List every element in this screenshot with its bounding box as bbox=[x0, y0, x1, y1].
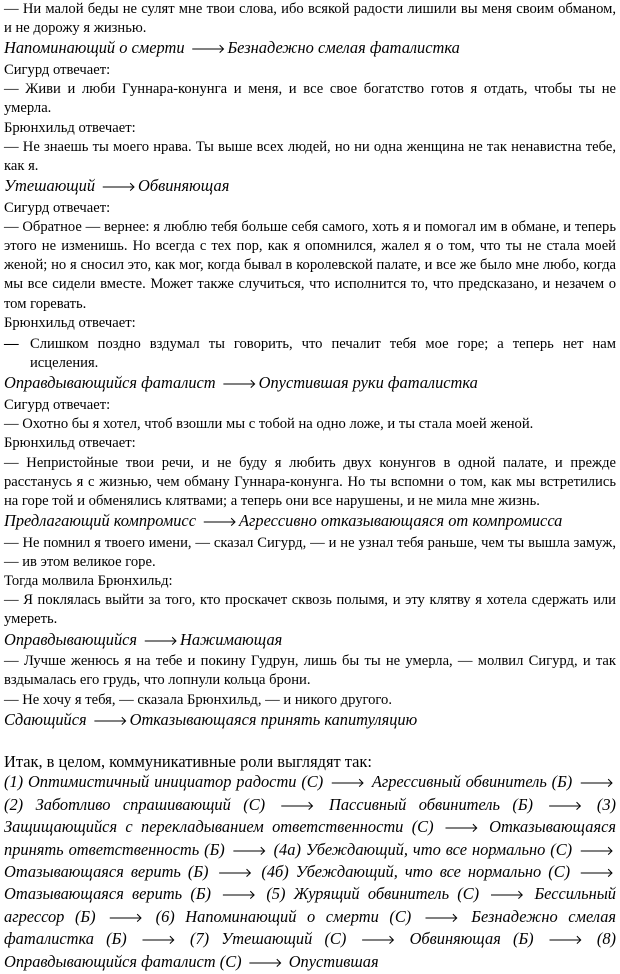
arrow-right-icon: 🡒 bbox=[92, 713, 128, 729]
role-heading bbox=[4, 373, 616, 396]
paragraph: Брюнхильд отвечает: bbox=[4, 435, 136, 452]
paragraph: — Я поклялась выйти за того, кто проскачет сквозь полымя, и эту клятву я хотела сдержать или умереть. bbox=[4, 592, 616, 628]
role-segment: Агрессивный обвинитель (Б) bbox=[371, 772, 573, 792]
arrow-right-icon: 🡒 bbox=[579, 776, 614, 792]
paragraph: — Охотно бы я хотел, чтоб взошли мы с тобой на одно ложе, и ты стала моей женой. bbox=[4, 416, 534, 433]
role-heading-left: Напоминающий о смерти bbox=[4, 38, 185, 58]
role-heading-left: Оправдывающийся bbox=[4, 629, 138, 649]
role-segment: Обвиняющая (Б) bbox=[409, 929, 534, 949]
paragraph: Брюнхильд отвечает: bbox=[4, 314, 136, 331]
arrow-right-icon: 🡒 bbox=[279, 798, 315, 814]
paragraph: Брюнхильд отвечает: bbox=[4, 119, 136, 136]
role-segment: (5) Журящий обвинитель (С) bbox=[266, 884, 480, 904]
arrow-right-icon: 🡒 bbox=[443, 821, 479, 837]
paragraph: — Ни малой беды не сулят мне твои слова, ибо всякой радости лишили вы меня своим обманом, и не дорожу я жизнью. bbox=[4, 1, 616, 37]
paragraph: Сигурд отвечает: bbox=[4, 61, 111, 78]
role-segment: (7) Утешающий (С) bbox=[189, 929, 347, 949]
arrow-right-icon: 🡒 bbox=[579, 843, 614, 859]
role-segment: (4а) Убеждающий, что все нормально (С) bbox=[273, 839, 573, 859]
roles-summary bbox=[4, 772, 616, 974]
dialogue-text-line: Слишком поздно вздумал ты говорить, что печалит тебя мое горе; а теперь нет нам исцеления. bbox=[30, 336, 616, 372]
arrow-right-icon: 🡒 bbox=[489, 888, 525, 904]
dash-marker: — bbox=[4, 336, 19, 353]
role-heading-left: Сдающийся bbox=[4, 709, 87, 729]
arrow-right-icon: 🡒 bbox=[360, 933, 396, 949]
role-segment: (2) Заботливо спрашивающий (С) bbox=[4, 794, 266, 814]
role-segment: (6) Напоминающий о смерти (С) bbox=[155, 906, 412, 926]
role-segment: Отазывающаяся верить (Б) bbox=[4, 861, 209, 881]
paragraph: Сигурд отвечает: bbox=[4, 199, 111, 216]
role-segment: Пассивный обвинитель (Б) bbox=[328, 794, 534, 814]
paragraph: — Живи и люби Гуннара-конунга и меня, и все свое богатство готов я отдать, чтобы ты не умерла. bbox=[4, 81, 616, 117]
arrow-right-icon: 🡒 bbox=[143, 633, 179, 649]
dialogue-line bbox=[4, 335, 616, 373]
paragraph: — Лучше женюсь я на тебе и покину Гудрун, лишь бы ты не умерла, — молвил Сигурд, и так вздымалась его грудь, что лопнули кольца брони. bbox=[4, 653, 616, 689]
paragraph: — Непристойные твои речи, и не буду я любить двух конунгов в одной палате, и прежде расстанусь я с жизнью, чем обману Гуннара-конунга. Но ты вспомни о том, как мы встретились на горе той и обменялись клятвами; а теперь они все нарушены, и не мила мне жизнь. bbox=[4, 454, 616, 509]
paragraph: Сигурд отвечает: bbox=[4, 396, 111, 413]
spacer bbox=[4, 732, 616, 752]
arrow-right-icon: 🡒 bbox=[217, 865, 253, 881]
role-segment: Бессильный агрессор (Б) bbox=[4, 884, 617, 926]
role-heading-left: Утешающий bbox=[4, 176, 96, 196]
role-heading bbox=[4, 38, 616, 61]
paragraph: — Не хочу я тебя, — сказала Брюнхильд, — и никого другого. bbox=[4, 691, 392, 708]
role-heading-left: Предлагающий компромисс bbox=[4, 511, 196, 531]
paragraph: — Обратное — вернее: я люблю тебя больше себя самого, хоть я и помогал им в обмане, и теперь этого не изменишь. Но всегда с тех пор, как я опомнился, жалел я о том, что ты не стала моей женой; но я сносил это, как мог, когда бывал в королевской палате, и все же было мне любо, когда мы все сидели вместе. Может также случиться, что исполнится то, что предсказано, и незачем о том горевать. bbox=[4, 218, 616, 312]
arrow-right-icon: 🡒 bbox=[108, 910, 144, 926]
role-heading-right: Безнадежно смелая фаталистка bbox=[227, 38, 460, 58]
arrow-right-icon: 🡒 bbox=[101, 180, 137, 196]
arrow-right-icon: 🡒 bbox=[202, 515, 237, 531]
arrow-right-icon: 🡒 bbox=[221, 888, 257, 904]
role-segment: Отазывающаяся верить (Б) bbox=[4, 884, 211, 904]
arrow-right-icon: 🡒 bbox=[547, 798, 583, 814]
role-segment: (4б) Убеждающий, что все нормально (С) bbox=[261, 861, 571, 881]
arrow-right-icon: 🡒 bbox=[423, 910, 459, 926]
arrow-right-icon: 🡒 bbox=[190, 42, 226, 58]
role-segment: (1) Оптимистичный инициатор радости (С) bbox=[4, 772, 324, 792]
role-heading-right: Агрессивно отказывающаяся от компромисса bbox=[238, 511, 563, 531]
role-heading bbox=[4, 710, 616, 733]
paragraph: Тогда молвила Брюнхильд: bbox=[4, 573, 173, 590]
role-heading bbox=[4, 511, 616, 534]
role-segment: Отказывающаяся принять ответственность (Б) bbox=[4, 817, 616, 859]
arrow-right-icon: 🡒 bbox=[330, 776, 365, 792]
role-heading bbox=[4, 176, 616, 199]
arrow-right-icon: 🡒 bbox=[547, 933, 583, 949]
arrow-right-icon: 🡒 bbox=[231, 843, 267, 859]
role-heading bbox=[4, 630, 616, 653]
role-segment: Опустившая bbox=[288, 951, 379, 971]
paragraph: — Не помнил я твоего имени, — сказал Сигурд, — и не узнал тебя раньше, чем ты вышла замуж, — ив этом великое горе. bbox=[4, 534, 616, 570]
arrow-right-icon: 🡒 bbox=[579, 865, 614, 881]
paragraph: — Не знаешь ты моего нрава. Ты выше всех людей, но ни одна женщина не так ненавистна тебе, как я. bbox=[4, 138, 616, 174]
role-heading-right: Опустившая руки фаталистка bbox=[258, 373, 478, 393]
arrow-right-icon: 🡒 bbox=[221, 377, 257, 393]
role-heading-right: Отказывающаяся принять капитуляцию bbox=[129, 709, 418, 729]
role-segment: (3) Защищающийся с перекладыванием ответственности (С) bbox=[4, 794, 616, 837]
summary-lead: Итак, в целом, коммуникативные роли выглядят так: bbox=[4, 752, 372, 772]
role-segment: (8) Оправдывающийся фаталист (С) bbox=[4, 929, 617, 971]
role-heading-right: Нажимающая bbox=[180, 629, 283, 649]
role-heading-right: Обвиняющая bbox=[138, 176, 230, 196]
dialogue-text bbox=[4, 0, 616, 732]
arrow-right-icon: 🡒 bbox=[140, 933, 176, 949]
arrow-right-icon: 🡒 bbox=[247, 955, 283, 971]
role-segment: Безнадежно смелая фаталистка (Б) bbox=[4, 906, 617, 949]
role-heading-left: Оправдывающийся фаталист bbox=[4, 373, 216, 393]
